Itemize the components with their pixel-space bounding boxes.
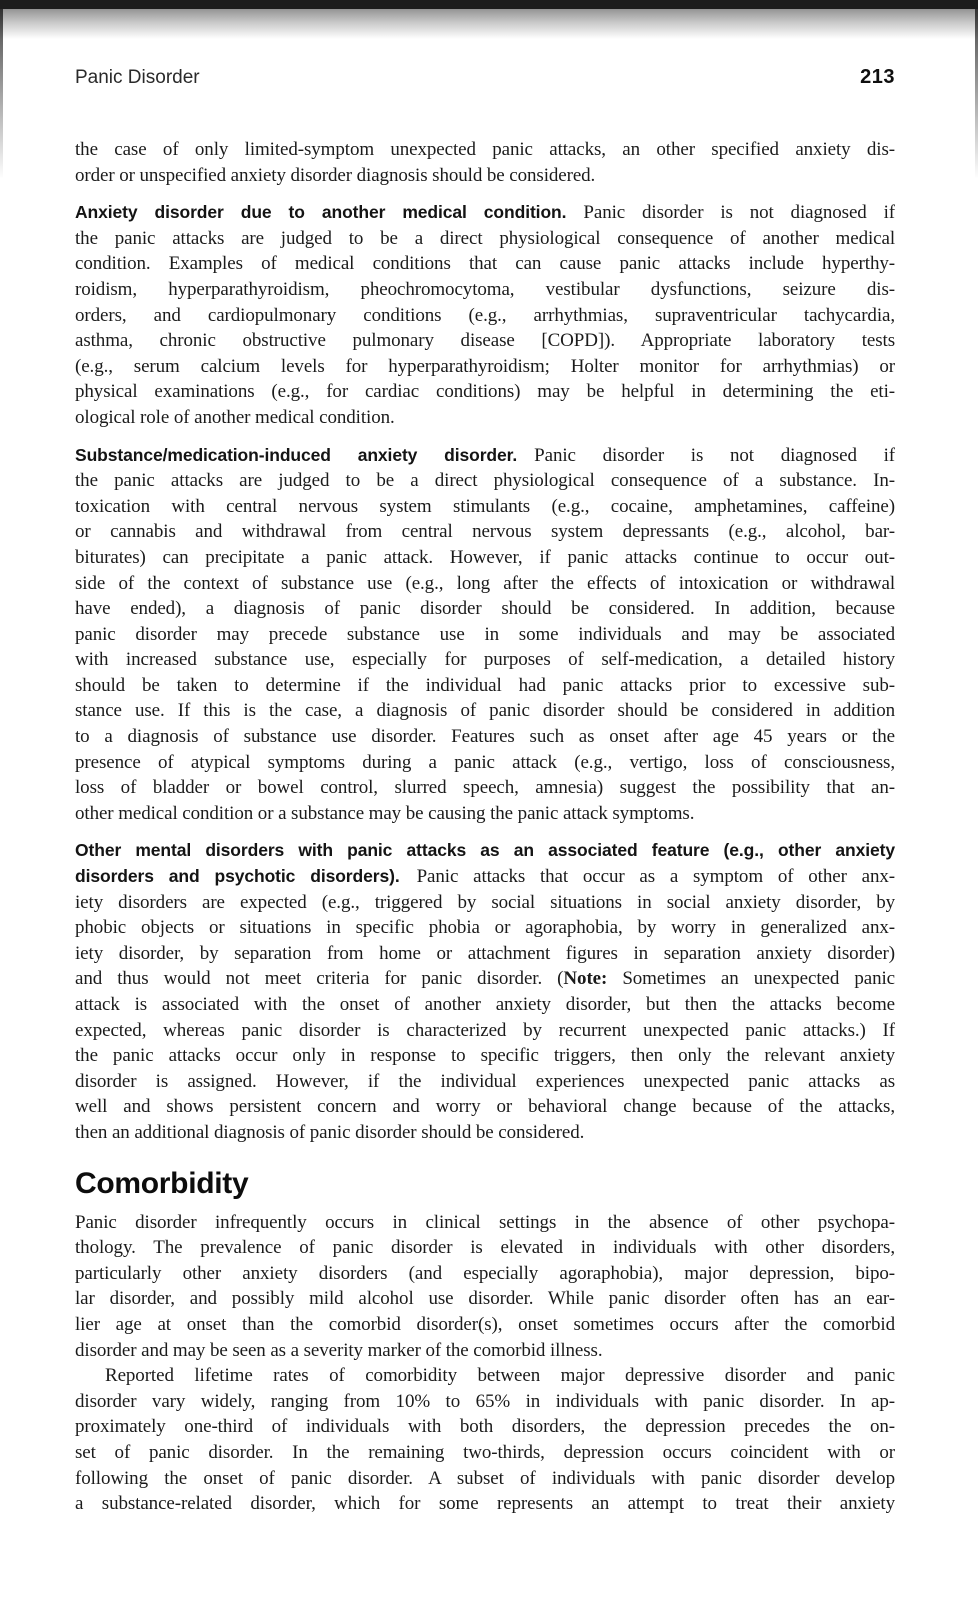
text-line: [75, 519, 895, 545]
text-line: [75, 1363, 895, 1389]
text-line: [75, 864, 895, 890]
text-line: [75, 673, 895, 699]
text-line: [75, 1261, 895, 1287]
text-line: [75, 890, 895, 916]
run-in-heading: Other mental disorders with panic attacks as an associated feature (e.g., other anxiety: [75, 840, 895, 861]
body-text: physical examinations (e.g., for cardiac conditions) may be helpful in determining the eti-: [75, 381, 895, 403]
body-text: toxication with central nervous system stimulants (e.g., cocaine, amphetamines, caffeine): [75, 495, 895, 517]
body-text: roidism, hyperparathyroidism, pheochromocytoma, vestibular dysfunctions, seizure dis-: [75, 278, 895, 300]
text-line: [75, 724, 895, 750]
body-text: Panic disorder is not diagnosed if: [583, 202, 895, 224]
text-line: [75, 163, 895, 189]
text-line: [75, 1286, 895, 1312]
bold-text: Note:: [563, 968, 608, 990]
text-line: [75, 1466, 895, 1492]
text-line: [75, 966, 895, 992]
body-text: the panic attacks are judged to be a direct physiological consequence of another medical: [75, 227, 895, 249]
top-shadow-gradient: [0, 9, 978, 39]
body-text: the panic attacks occur only in response to specific triggers, then only the relevant anxiety: [75, 1045, 895, 1067]
text-line: [75, 303, 895, 329]
body-text: ological role of another medical condition.: [75, 406, 395, 428]
body-text: expected, whereas panic disorder is characterized by recurrent unexpected panic attacks.) If: [75, 1019, 895, 1041]
text-line: [75, 801, 895, 827]
paragraph: [75, 838, 895, 1145]
body-text: condition. Examples of medical conditions that can cause panic attacks include hyperthy-: [75, 253, 895, 275]
body-text: presence of atypical symptoms during a panic attack (e.g., vertigo, loss of consciousness,: [75, 751, 895, 773]
page-number: 213: [860, 66, 895, 88]
body-text: disorder and may be seen as a severity marker of the comorbid illness.: [75, 1339, 603, 1361]
body-text: lar disorder, and possibly mild alcohol use disorder. While panic disorder often has an ear-: [75, 1288, 895, 1310]
run-in-heading: disorders and psychotic disorders).: [75, 866, 400, 887]
body-text: thology. The prevalence of panic disorder is elevated in individuals with other disorders,: [75, 1237, 895, 1259]
body-text: iety disorders are expected (e.g., triggered by social situations in social anxiety disorder, by: [75, 891, 895, 913]
body-text: iety disorder, by separation from home or attachment figures in separation anxiety disorder): [75, 942, 895, 964]
body-text: panic disorder may precede substance use in some individuals and may be associated: [75, 623, 895, 645]
page-content: [75, 137, 895, 1517]
run-in-heading: Anxiety disorder due to another medical condition.: [75, 202, 567, 223]
body-text: biturates) can precipitate a panic attack. However, if panic attacks continue to occur out-: [75, 546, 895, 568]
body-text: stance use. If this is the case, a diagnosis of panic disorder should be considered in addition: [75, 700, 895, 722]
text-line: [75, 379, 895, 405]
text-line: [75, 1389, 895, 1415]
text-line: [75, 443, 895, 469]
paragraph: [75, 1363, 895, 1517]
body-text: Panic disorder is not diagnosed if: [534, 444, 895, 466]
text-line: [75, 494, 895, 520]
text-line: [75, 1043, 895, 1069]
text-line: [75, 1120, 895, 1146]
body-text: asthma, chronic obstructive pulmonary disease [COPD]). Appropriate laboratory tests: [75, 330, 895, 352]
body-text: set of panic disorder. In the remaining two-thirds, depression occurs coincident with or: [75, 1441, 895, 1463]
text-line: [75, 596, 895, 622]
text-line: [75, 647, 895, 673]
left-edge-shadow: [0, 9, 3, 179]
text-line: [75, 915, 895, 941]
body-text: the panic attacks are judged to be a direct physiological consequence of a substance. In-: [75, 470, 895, 492]
body-text: orders, and cardiopulmonary conditions (e.g., arrhythmias, supraventricular tachycardia,: [75, 304, 895, 326]
text-line: [75, 1338, 895, 1364]
text-line: [75, 775, 895, 801]
body-text: Reported lifetime rates of comorbidity between major depressive disorder and panic: [105, 1365, 895, 1387]
running-header-title: Panic Disorder: [75, 67, 200, 88]
text-line: [75, 698, 895, 724]
text-line: [75, 1018, 895, 1044]
text-line: [75, 200, 895, 226]
book-page: [75, 45, 895, 1517]
body-text: should be taken to determine if the individual had panic attacks prior to excessive sub-: [75, 674, 895, 696]
body-text: disorder vary widely, ranging from 10% to 65% in individuals with panic disorder. In ap-: [75, 1390, 895, 1412]
text-line: [75, 838, 895, 864]
body-text: (e.g., serum calcium levels for hyperparathyroidism; Holter monitor for arrhythmias) or: [75, 355, 895, 377]
body-text: side of the context of substance use (e.g., long after the effects of intoxication or withdrawal: [75, 572, 895, 594]
paragraph: [75, 1210, 895, 1364]
body-text: and thus would not meet criteria for panic disorder. (: [75, 968, 564, 990]
body-text: other medical condition or a substance may be causing the panic attack symptoms.: [75, 802, 695, 824]
running-header: [75, 66, 895, 89]
body-text: loss of bladder or bowel control, slurred speech, amnesia) suggest the possibility that an-: [75, 777, 895, 799]
top-window-bar: [0, 0, 978, 9]
text-line: [75, 992, 895, 1018]
text-line: [75, 571, 895, 597]
body-text: Panic disorder infrequently occurs in clinical settings in the absence of other psychopa-: [75, 1211, 895, 1233]
body-text: a substance-related disorder, which for some represents an attempt to treat their anxiety: [75, 1493, 895, 1515]
text-line: [75, 251, 895, 277]
body-text: have ended), a diagnosis of panic disorder should be considered. In addition, because: [75, 598, 895, 620]
text-line: [75, 137, 895, 163]
body-text: particularly other anxiety disorders (and especially agoraphobia), major depression, bipo-: [75, 1262, 895, 1284]
body-text: or cannabis and withdrawal from central nervous system depressants (e.g., alcohol, bar-: [75, 521, 895, 543]
text-line: [75, 750, 895, 776]
text-line: [75, 226, 895, 252]
text-line: [75, 328, 895, 354]
body-text: the case of only limited-symptom unexpected panic attacks, an other specified anxiety dis-: [75, 139, 895, 160]
text-line: [75, 1094, 895, 1120]
paragraph: [75, 137, 895, 188]
text-line: [75, 1440, 895, 1466]
body-text: disorder is assigned. However, if the individual experiences unexpected panic attacks as: [75, 1070, 895, 1092]
text-line: [75, 354, 895, 380]
body-text: well and shows persistent concern and worry or behavioral change because of the attacks,: [75, 1096, 895, 1118]
body-text: following the onset of panic disorder. A subset of individuals with panic disorder develop: [75, 1467, 895, 1489]
paragraph: [75, 443, 895, 827]
text-line: [75, 405, 895, 431]
text-line: [75, 622, 895, 648]
paragraph: [75, 200, 895, 430]
section-heading: Comorbidity: [75, 1166, 249, 1200]
text-line: [75, 468, 895, 494]
text-line: [75, 1210, 895, 1236]
text-line: [75, 1414, 895, 1440]
body-text: phobic objects or situations in specific phobia or agoraphobia, by worry in generalized anx-: [75, 917, 895, 939]
body-text: to a diagnosis of substance use disorder. Features such as onset after age 45 years or the: [75, 726, 895, 748]
body-text: Panic attacks that occur as a symptom of other anx-: [416, 866, 895, 888]
body-text: attack is associated with the onset of another anxiety disorder, but then the attacks become: [75, 994, 895, 1015]
body-text: proximately one-third of individuals with both disorders, the depression precedes the on-: [75, 1416, 895, 1438]
text-line: [75, 1491, 895, 1517]
text-line: [75, 545, 895, 571]
text-line: [75, 1235, 895, 1261]
text-line: [75, 1312, 895, 1338]
body-text: Sometimes an unexpected panic: [607, 968, 895, 990]
text-line: [75, 277, 895, 303]
body-text: order or unspecified anxiety disorder diagnosis should be considered.: [75, 164, 596, 186]
text-line: [75, 941, 895, 967]
body-text: lier age at onset than the comorbid disorder(s), onset sometimes occurs after the comorbid: [75, 1313, 895, 1335]
body-text: then an additional diagnosis of panic disorder should be considered.: [75, 1121, 585, 1143]
text-line: [75, 1069, 895, 1095]
run-in-heading: Substance/medication-induced anxiety disorder.: [75, 444, 518, 465]
body-text: with increased substance use, especially for purposes of self-medication, a detailed history: [75, 649, 895, 671]
